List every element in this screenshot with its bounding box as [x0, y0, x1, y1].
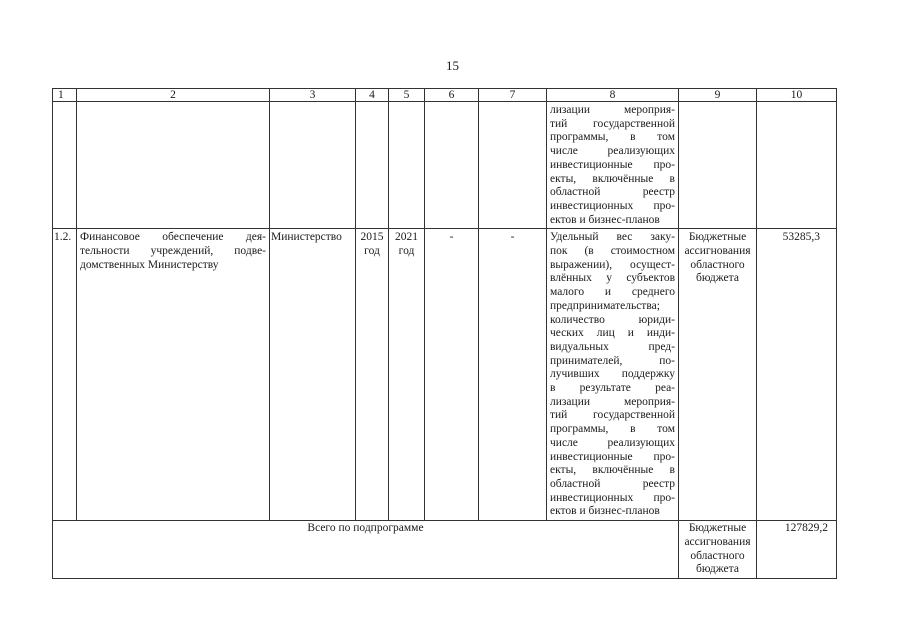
continuation-row — [53, 102, 837, 229]
text-line: числе реализующих — [550, 436, 675, 449]
text-line: инвестиционные про- — [550, 158, 675, 171]
text-line: малого и среднего — [550, 286, 675, 299]
start-year-cell — [356, 229, 389, 521]
table-cell — [356, 102, 389, 229]
text-line: выражении), осущест- — [550, 258, 675, 271]
table-cell — [679, 102, 757, 229]
header-cell: 8 — [547, 89, 679, 102]
funding-source-cell — [679, 229, 757, 521]
text-line: ческих лиц и инди- — [550, 327, 675, 340]
text-line: инвестиционных про- — [550, 491, 675, 504]
table-cell — [77, 102, 270, 229]
row-number: 1.2. — [53, 229, 77, 521]
text-line: областного — [690, 549, 745, 562]
amount-cell: 53285,3 — [757, 229, 837, 521]
text-line: программы, в том — [550, 423, 675, 436]
executor-cell: Министерство — [270, 229, 356, 521]
table-row-1-2 — [53, 229, 837, 521]
header-row — [53, 89, 837, 102]
text-line: пок (в стоимостном — [550, 245, 675, 258]
page-number: 15 — [446, 58, 459, 73]
header-cell: 5 — [389, 89, 425, 102]
total-amount-cell: 127829,2 — [757, 521, 837, 579]
text-line: областной реестр — [550, 477, 675, 490]
header-cell: 1 — [53, 89, 77, 102]
text-line: бюджета — [696, 563, 739, 576]
text-line: инвестиционных про- — [550, 199, 675, 212]
funding-source-cell — [679, 521, 757, 579]
text-line: год — [398, 245, 415, 258]
text-line: лизации мероприя- — [550, 395, 675, 408]
header-cell: 3 — [270, 89, 356, 102]
text-line: тельности учреждений, подве- — [80, 245, 266, 258]
text-line: в результате реа- — [550, 382, 675, 395]
table-cell — [270, 102, 356, 229]
text-line: инвестиционные про- — [550, 450, 675, 463]
text-line: ектов и бизнес-планов — [550, 505, 660, 518]
header-cell: 10 — [757, 89, 837, 102]
measure-name-cell — [77, 229, 270, 521]
text-line: 2021 — [395, 231, 418, 244]
text-line: домственных Министерству — [80, 258, 219, 271]
text-line: влённых у субъектов — [550, 272, 675, 285]
text-line: тий государственной — [550, 409, 675, 422]
text-line: 2015 — [360, 231, 384, 244]
text-line: Удельный вес заку- — [550, 231, 675, 244]
total-label: Всего по подпрограмме — [53, 521, 679, 579]
text-line: ассигнования — [684, 535, 751, 548]
indicator-cell — [547, 229, 679, 521]
total-row — [53, 521, 837, 579]
text-line: видуальных пред- — [550, 340, 675, 353]
header-cell: 6 — [425, 89, 479, 102]
text-line: Бюджетные — [688, 231, 747, 244]
col6-cell: - — [425, 229, 479, 521]
text-line: Бюджетные — [688, 522, 747, 535]
text-line: екты, включённые в — [550, 172, 675, 185]
table-cell — [479, 102, 547, 229]
text-line: ассигнования — [684, 245, 751, 258]
text-line: год — [364, 245, 380, 258]
end-year-cell — [389, 229, 425, 521]
header-cell: 4 — [356, 89, 389, 102]
subprogram-table — [52, 88, 837, 579]
text-line: количество юриди- — [550, 313, 675, 326]
text-line: лучивших поддержку — [550, 368, 675, 381]
header-cell: 2 — [77, 89, 270, 102]
text-line: ектов и бизнес-планов — [550, 213, 660, 226]
text-line: программы, в том — [550, 131, 675, 144]
table-cell — [757, 102, 837, 229]
text-line: тий государственной — [550, 117, 675, 130]
header-cell: 7 — [479, 89, 547, 102]
text-line: Финансовое обеспечение дея- — [80, 231, 266, 244]
col7-cell: - — [479, 229, 547, 521]
table-cell — [425, 102, 479, 229]
text-line: областного — [690, 258, 745, 271]
text-line: бюджета — [696, 272, 739, 285]
text-line: лизации мероприя- — [550, 104, 675, 116]
table-cell — [389, 102, 425, 229]
text-line: числе реализующих — [550, 145, 675, 158]
table-cell — [53, 102, 77, 229]
header-cell: 9 — [679, 89, 757, 102]
text-line: принимателей, по- — [550, 354, 675, 367]
text-line: областной реестр — [550, 186, 675, 199]
text-line: предпринимательства; — [550, 299, 660, 312]
indicator-cell — [547, 102, 679, 229]
text-line: екты, включённые в — [550, 464, 675, 477]
